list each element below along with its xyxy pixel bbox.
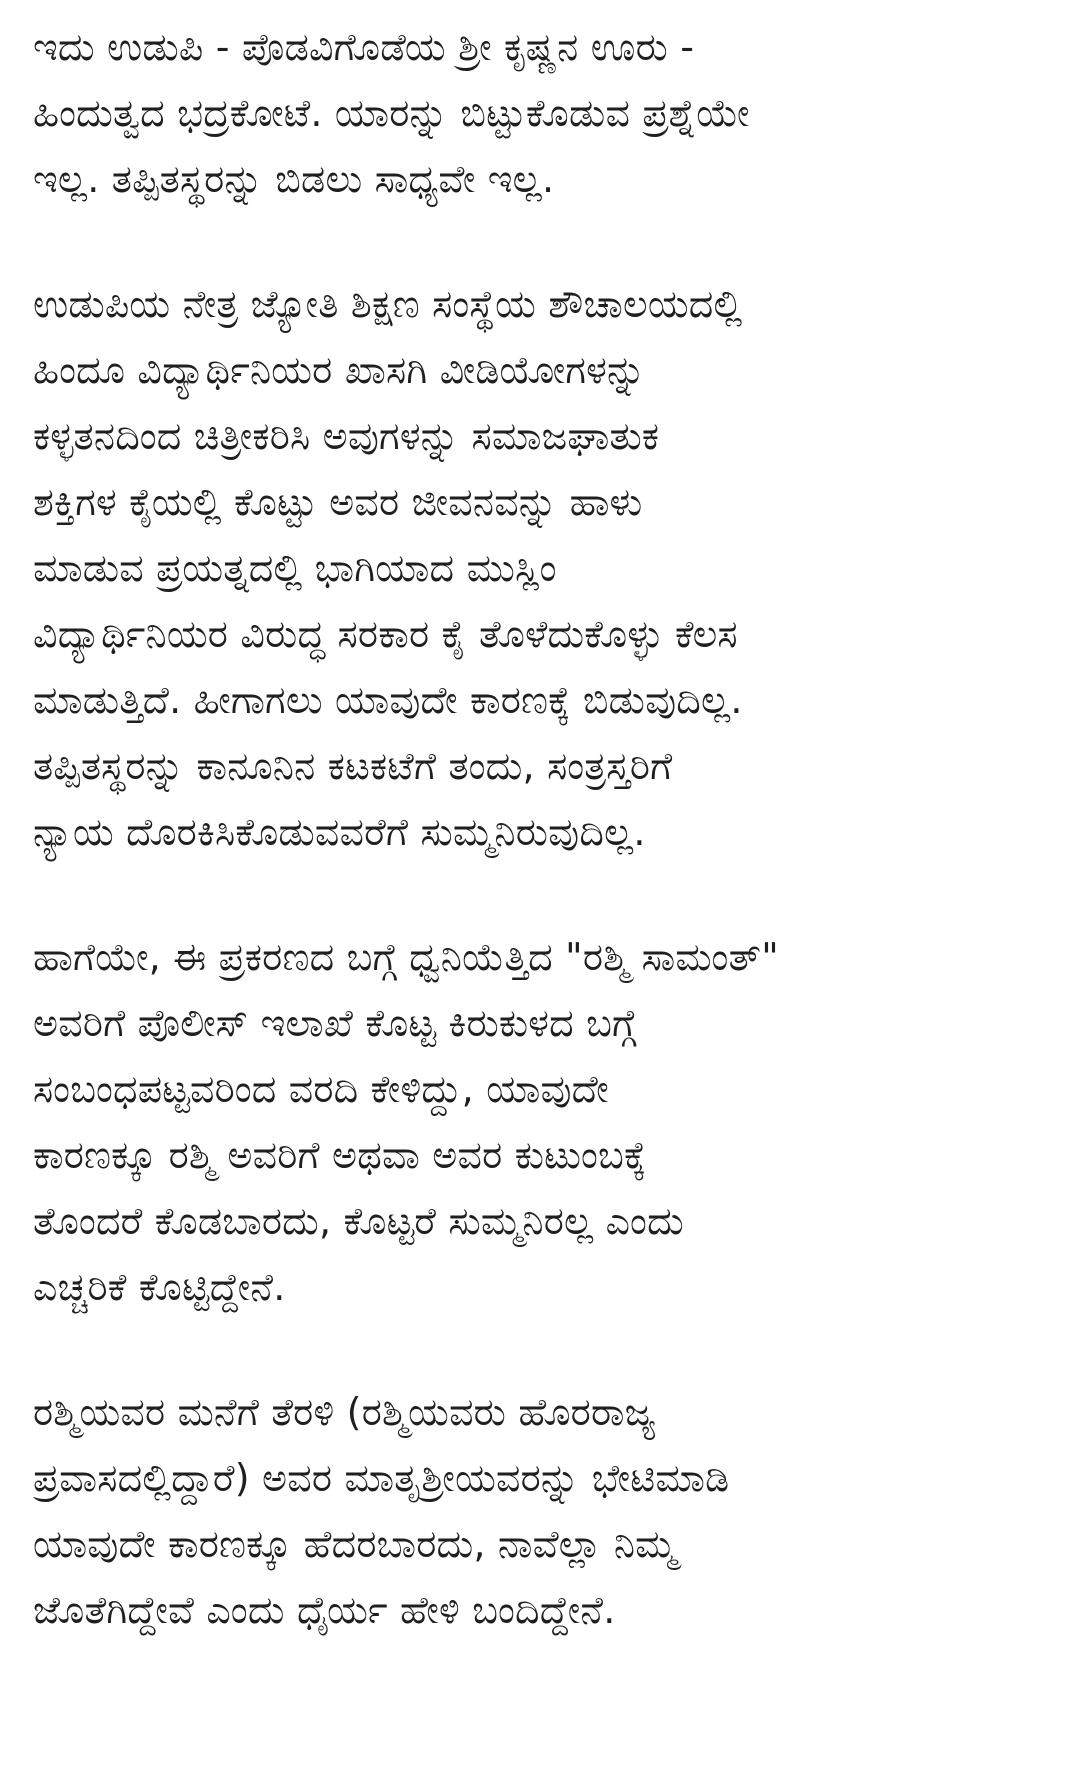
paragraph-home-visit	[33, 1379, 1052, 1643]
text-line: ತಪ್ಪಿತಸ್ಥರನ್ನು ಕಾನೂನಿನ ಕಟಕಟೆಗೆ ತಂದು, ಸಂತ್ರಸ್ತರಿಗೆ	[33, 744, 673, 788]
text-line: ನ್ಯಾಯ ದೊರಕಿಸಿಕೊಡುವವರೆಗೆ ಸುಮ್ಮನಿರುವುದಿಲ್ಲ.	[33, 810, 646, 854]
text-line: ಪ್ರವಾಸದಲ್ಲಿದ್ದಾರೆ) ಅವರ ಮಾತೃಶ್ರೀಯವರನ್ನು ಭೇಟಿಮಾಡಿ	[33, 1456, 730, 1500]
text-line: ಉಡುಪಿಯ ನೇತ್ರ ಜ್ಯೋತಿ ಶಿಕ್ಷಣ ಸಂಸ್ಥೆಯ ಶೌಚಾಲಯದಲ್ಲಿ	[33, 282, 743, 326]
text-line: ಎಚ್ಚರಿಕೆ ಕೊಟ್ಟಿದ್ದೇನೆ.	[33, 1265, 286, 1309]
text-line: ಯಾವುದೇ ಕಾರಣಕ್ಕೂ ಹೆದರಬಾರದು, ನಾವೆಲ್ಲಾ ನಿಮ್ಮ	[33, 1522, 677, 1566]
paragraph-incident	[33, 271, 1052, 865]
text-line: ತೊಂದರೆ ಕೊಡಬಾರದು, ಕೊಟ್ಟರೆ ಸುಮ್ಮನಿರಲ್ಲ ಎಂದು	[33, 1199, 684, 1243]
text-line: ಶಕ್ತಿಗಳ ಕೈಯಲ್ಲಿ ಕೊಟ್ಟು ಅವರ ಜೀವನವನ್ನು ಹಾಳು	[33, 480, 643, 524]
text-line: ರಶ್ಮಿಯವರ ಮನೆಗೆ ತೆರಳಿ (ರಶ್ಮಿಯವರು ಹೊರರಾಜ್ಯ	[33, 1390, 656, 1434]
text-line: ಮಾಡುವ ಪ್ರಯತ್ನದಲ್ಲಿ ಭಾಗಿಯಾದ ಮುಸ್ಲಿಂ	[33, 546, 557, 590]
text-line: ಕಾರಣಕ್ಕೂ ರಶ್ಮಿ ಅವರಿಗೆ ಅಥವಾ ಅವರ ಕುಟುಂಬಕ್ಕೆ	[33, 1133, 647, 1177]
text-line: ಕಳ್ಳತನದಿಂದ ಚಿತ್ರೀಕರಿಸಿ ಅವುಗಳನ್ನು ಸಮಾಜಘಾತುಕ	[33, 414, 660, 458]
text-line: ಸಂಬಂಧಪಟ್ಟವರಿಂದ ವರದಿ ಕೇಳಿದ್ದು, ಯಾವುದೇ	[33, 1067, 609, 1111]
text-line: ಹಾಗೆಯೇ, ಈ ಪ್ರಕರಣದ ಬಗ್ಗೆ ಧ್ವನಿಯೆತ್ತಿದ "ರಶ್ಮಿ ಸಾಮಂತ್"	[33, 935, 779, 979]
paragraph-udupi-intro	[33, 14, 1052, 212]
text-line: ಹಿಂದುತ್ವದ ಭದ್ರಕೋಟೆ. ಯಾರನ್ನು ಬಿಟ್ಟುಕೊಡುವ ಪ್ರಶ್ನೆಯೇ	[33, 91, 750, 135]
text-line: ಜೊತೆಗಿದ್ದೇವೆ ಎಂದು ಧೈರ್ಯ ಹೇಳಿ ಬಂದಿದ್ದೇನೆ.	[33, 1588, 616, 1632]
text-line: ಹಿಂದೂ ವಿದ್ಯಾರ್ಥಿನಿಯರ ಖಾಸಗಿ ವೀಡಿಯೋಗಳನ್ನು	[33, 348, 646, 392]
text-line: ಇದು ಉಡುಪಿ - ಪೊಡವಿಗೊಡೆಯ ಶ್ರೀ ಕೃಷ್ಣನ ಊರು -	[33, 25, 695, 69]
text-line: ಮಾಡುತ್ತಿದೆ. ಹೀಗಾಗಲು ಯಾವುದೇ ಕಾರಣಕ್ಕೆ ಬಿಡುವುದಿಲ್ಲ.	[33, 678, 743, 722]
paragraph-rashmi-samant	[33, 924, 1052, 1320]
text-line: ವಿದ್ಯಾರ್ಥಿನಿಯರ ವಿರುದ್ಧ ಸರಕಾರ ಕೈ ತೊಳೆದುಕೊಳ್ಳು ಕೆಲಸ	[33, 612, 738, 656]
text-line: ಇಲ್ಲ. ತಪ್ಪಿತಸ್ಥರನ್ನು ಬಿಡಲು ಸಾಧ್ಯವೇ ಇಲ್ಲ.	[33, 157, 555, 201]
text-line: ಅವರಿಗೆ ಪೊಲೀಸ್ ಇಲಾಖೆ ಕೊಟ್ಟ ಕಿರುಕುಳದ ಬಗ್ಗೆ	[33, 1001, 637, 1045]
